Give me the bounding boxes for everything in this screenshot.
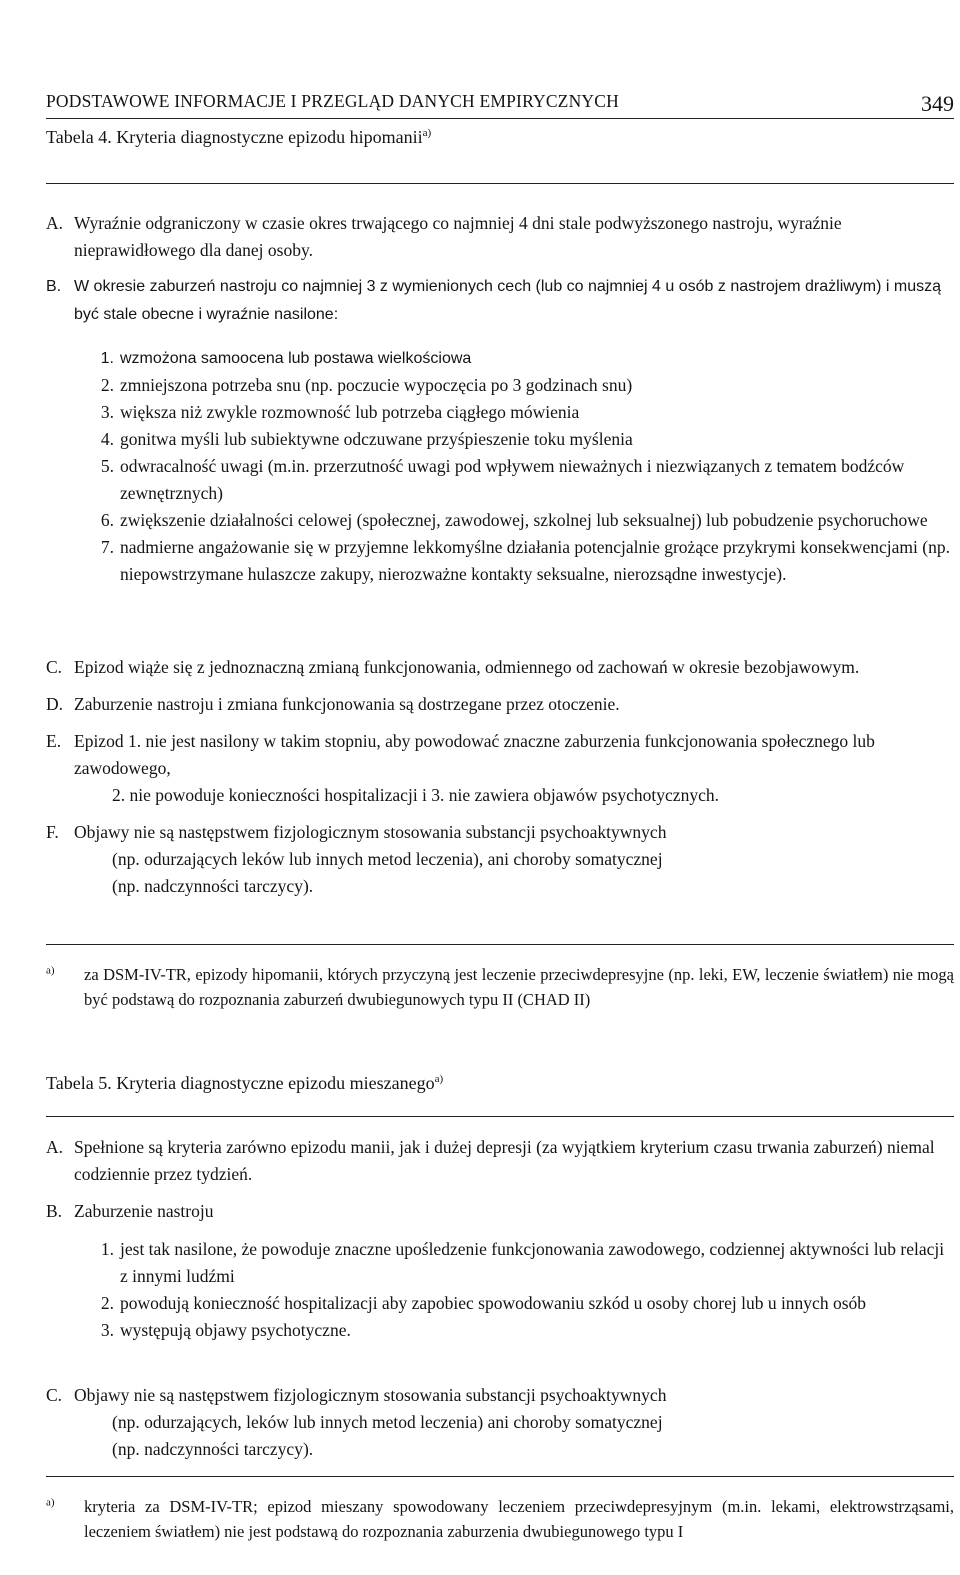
criterion-label: B. [46, 278, 62, 295]
list-item-text: powodują konieczność hospitalizacji aby zapobiec spowodowaniu szkód u osoby chorej lub u innych osób [120, 1293, 867, 1313]
list-item-number: 1. [100, 1239, 114, 1259]
table4-criterion-e [46, 728, 954, 809]
table5-criterion-a [46, 1134, 954, 1188]
table4-b-list [46, 345, 954, 588]
table4-criterion-a [46, 210, 954, 264]
table5-bottom-rule [46, 1476, 954, 1477]
table4-criteria-ab [46, 210, 954, 329]
criterion-text: Objawy nie są następstwem fizjologicznym stosowania substancji psychoaktywnych [74, 1385, 667, 1405]
list-item-text: większa niż zwykle rozmowność lub potrzeba ciągłego mówienia [120, 402, 580, 422]
table5-criteria-c [46, 1382, 954, 1463]
list-item-number: 2. [100, 1293, 114, 1313]
list-item-text: gonitwa myśli lub subiektywne odczuwane przyśpieszenie toku myślenia [120, 429, 633, 449]
list-item [46, 399, 954, 426]
footnote-text: za DSM-IV-TR, epizody hipomanii, których przyczyną jest leczenie przeciwdepresyjne (np. leki, EW, leczenie światłem) nie mogą być podstawą do rozpoznania zaburzeń dwubiegunowych typu II (CHAD II) [84, 965, 954, 1009]
list-item [46, 1317, 954, 1344]
table5-footnote [46, 1494, 954, 1544]
list-item-text: nadmierne angażowanie się w przyjemne lekkomyślne działania potencjalnie grożące przykrymi konsekwencjami (np. niepowstrzymane hulaszcze zakupy, nierozważne kontakty seksualne, nierozsądne inwestycje). [120, 537, 950, 584]
list-item-text: zmniejszona potrzeba snu (np. poczucie wypoczęcia po 3 godzinach snu) [120, 375, 633, 395]
criterion-text-cont: 2. nie powoduje konieczności hospitalizacji i 3. nie zawiera objawów psychotycznych. [112, 785, 719, 805]
list-item [46, 534, 954, 588]
table4-criterion-b [46, 273, 954, 329]
list-item-text: występują objawy psychotyczne. [120, 1320, 351, 1340]
criterion-label: F. [46, 822, 59, 842]
table4-criterion-d [46, 691, 954, 718]
footnote-text: kryteria za DSM-IV-TR; epizod mieszany spowodowany leczeniem przeciwdepresyjnym (m.in. lekami, elektrowstrząsami, leczeniem światłem) nie jest podstawą do rozpoznania zaburzenia dwubiegunowego typu I [84, 1497, 954, 1541]
table5-caption-mark: a) [434, 1073, 444, 1085]
criterion-label: A. [46, 1137, 64, 1157]
table5-caption [46, 1070, 443, 1097]
list-item-text: jest tak nasilone, że powoduje znaczne upośledzenie funkcjonowania zawodowego, codziennej aktywności lub relacji z innymi ludźmi [120, 1239, 945, 1286]
criterion-label: D. [46, 694, 64, 714]
list-item-number: 3. [100, 1320, 114, 1340]
list-item [46, 1236, 954, 1290]
list-item [46, 453, 954, 507]
page-number: 349 [921, 91, 954, 116]
list-item [46, 372, 954, 399]
list-item [46, 345, 954, 372]
table5-criterion-c [46, 1382, 954, 1463]
table4-caption-mark: a) [422, 127, 432, 139]
table4-top-rule [46, 183, 954, 184]
list-item-number: 1. [100, 350, 114, 367]
table5-b-list [46, 1236, 954, 1344]
list-item-text: zwiększenie działalności celowej (społecznej, zawodowej, szkolnej lub seksualnej) lub pobudzenie psychoruchowe [120, 510, 928, 530]
list-item-number: 3. [100, 402, 114, 422]
criterion-text: Spełnione są kryteria zarówno epizodu manii, jak i dużej depresji (za wyjątkiem kryterium czasu trwania zaburzeń) niemal codziennie przez tydzień. [74, 1137, 935, 1184]
criterion-label: A. [46, 213, 64, 233]
list-item-number: 5. [100, 456, 114, 476]
criterion-text: Epizod 1. nie jest nasilony w takim stopniu, aby powodować znaczne zaburzenia funkcjonowania społecznego lub zawodowego, [74, 731, 875, 778]
criterion-text-cont: (np. odurzających, leków lub innych metod leczenia) ani choroby somatycznej [112, 1412, 663, 1432]
criterion-text: Wyraźnie odgraniczony w czasie okres trwającego co najmniej 4 dni stale podwyższonego nastroju, wyraźnie nieprawidłowego dla danej osoby. [74, 213, 842, 260]
running-head [46, 84, 954, 119]
table4-caption [46, 124, 431, 151]
criterion-text-cont: (np. nadczynności tarczycy). [112, 876, 314, 896]
criterion-label: C. [46, 657, 63, 677]
criterion-text: Zaburzenie nastroju i zmiana funkcjonowania są dostrzegane przez otoczenie. [74, 694, 620, 714]
footnote-mark: a) [46, 1496, 55, 1509]
table4-criterion-f [46, 819, 954, 900]
table5-top-rule [46, 1116, 954, 1117]
list-item [46, 426, 954, 453]
criterion-label: C. [46, 1385, 63, 1405]
criterion-text-cont: (np. odurzających leków lub innych metod leczenia), ani choroby somatycznej [112, 849, 663, 869]
table4-criteria-cf [46, 654, 954, 900]
list-item-text: odwracalność uwagi (m.in. przerzutność uwagi pod wpływem nieważnych i niezwiązanych z tematem bodźców zewnętrznych) [120, 456, 905, 503]
list-item [46, 1290, 954, 1317]
list-item-number: 6. [100, 510, 114, 530]
table5-criterion-b [46, 1198, 954, 1225]
list-item [46, 507, 954, 534]
list-item-text: wzmożona samoocena lub postawa wielkościowa [120, 350, 472, 367]
criterion-label: B. [46, 1201, 63, 1221]
footnote-mark: a) [46, 964, 55, 977]
criterion-label: E. [46, 731, 62, 751]
criterion-text: W okresie zaburzeń nastroju co najmniej 3 z wymienionych cech (lub co najmniej 4 u osób z nastrojem drażliwym) i muszą być stale obecne i wyraźnie nasilone: [74, 278, 942, 323]
criterion-text: Epizod wiąże się z jednoznaczną zmianą funkcjonowania, odmiennego od zachowań w okresie bezobjawowym. [74, 657, 860, 677]
table4-footnote [46, 962, 954, 1012]
criterion-text: Zaburzenie nastroju [74, 1201, 214, 1221]
table4-criterion-c [46, 654, 954, 681]
running-head-title: PODSTAWOWE INFORMACJE I PRZEGLĄD DANYCH EMPIRYCZNYCH [46, 91, 619, 111]
list-item-number: 7. [100, 537, 114, 557]
list-item-number: 4. [100, 429, 114, 449]
table5-criteria-ab [46, 1134, 954, 1225]
criterion-text-cont: (np. nadczynności tarczycy). [112, 1439, 314, 1459]
list-item-number: 2. [100, 375, 114, 395]
table4-caption-text: Tabela 4. Kryteria diagnostyczne epizodu hipomanii [46, 127, 423, 147]
table4-bottom-rule [46, 944, 954, 945]
table5-caption-text: Tabela 5. Kryteria diagnostyczne epizodu mieszanego [46, 1073, 435, 1093]
criterion-text: Objawy nie są następstwem fizjologicznym stosowania substancji psychoaktywnych [74, 822, 667, 842]
